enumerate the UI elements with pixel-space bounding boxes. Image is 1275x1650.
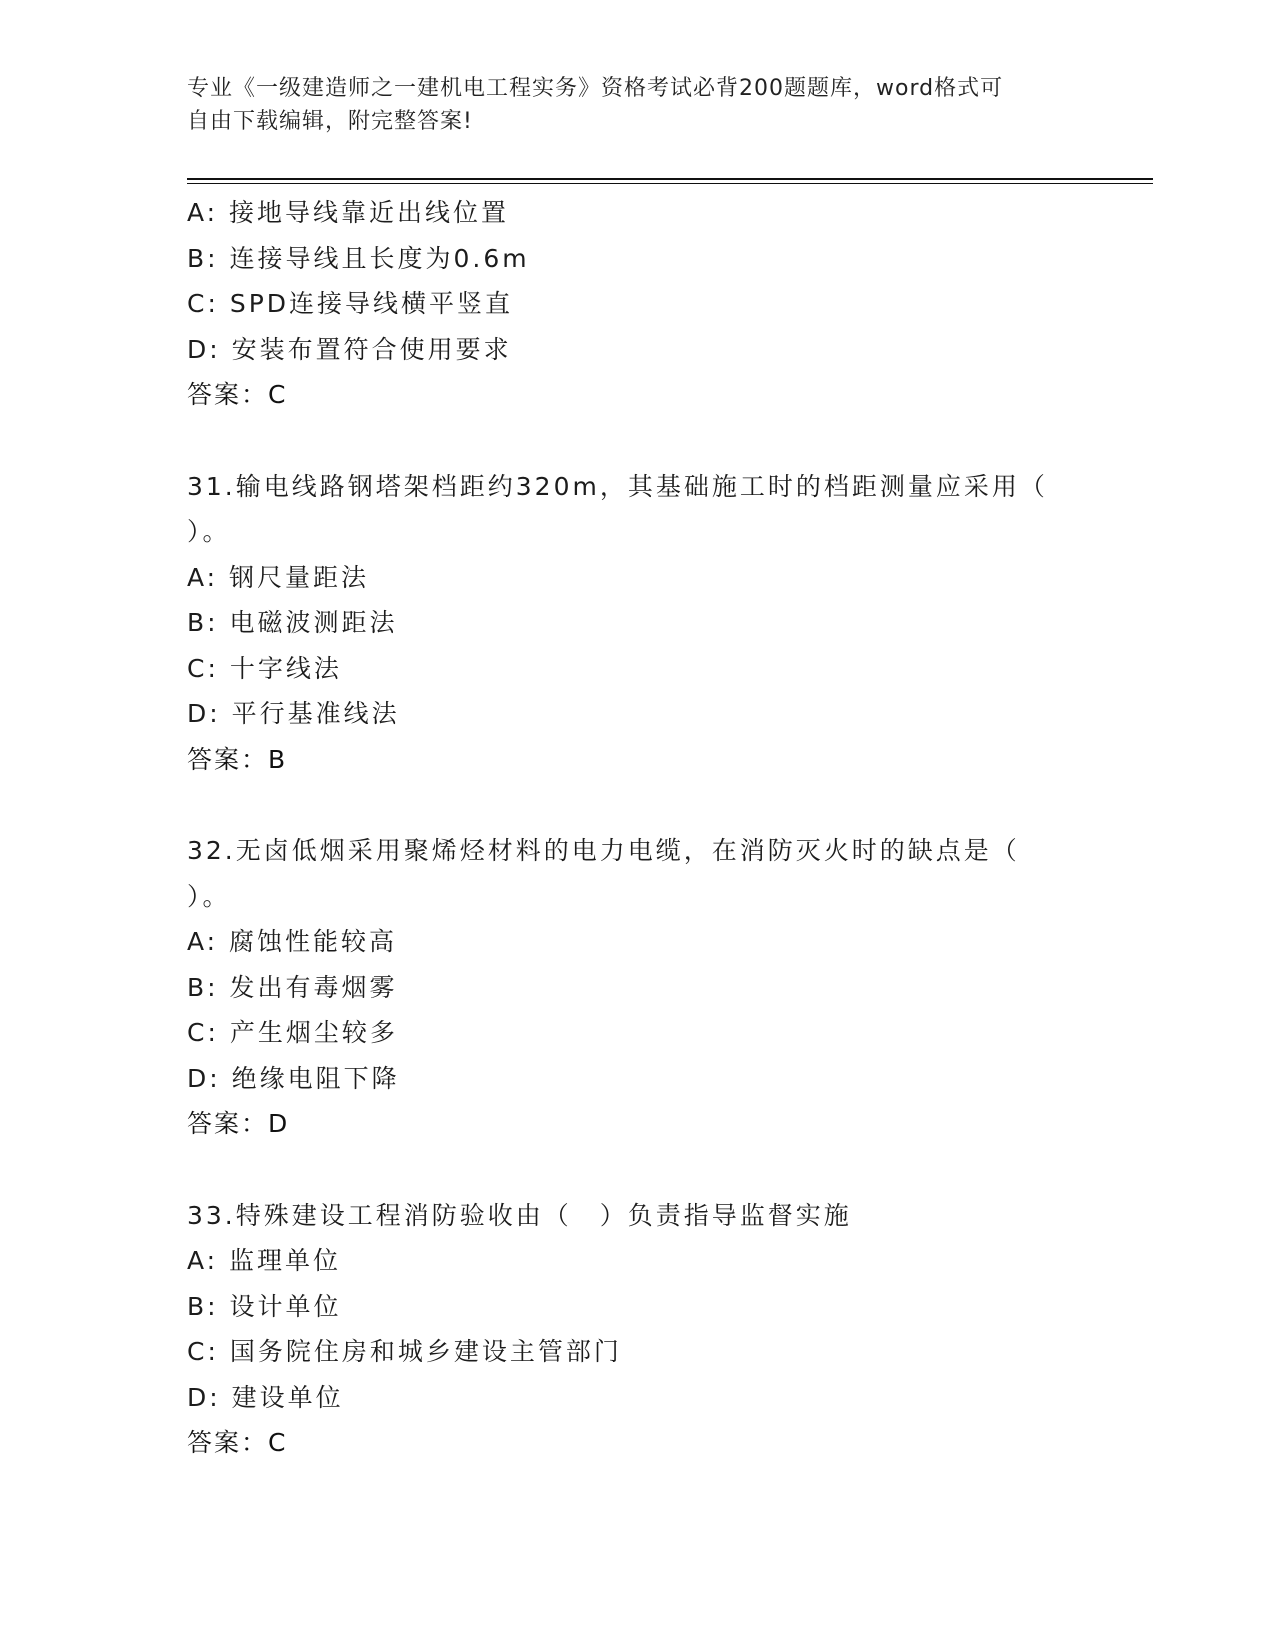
header-title-line-1: 专业《一级建造师之一建机电工程实务》资格考试必背200题题库，word格式可 [187, 76, 1004, 101]
question-31 [187, 464, 1087, 783]
answer-line: 答案：D [187, 1109, 290, 1138]
header-divider-thin [187, 183, 1153, 184]
option-a: A: 腐蚀性能较高 [187, 927, 398, 956]
question-32 [187, 828, 1087, 1147]
document-header [187, 72, 1087, 138]
question-stem-continuation: ）。 [187, 517, 231, 546]
answer-line: 答案：C [187, 380, 288, 409]
answer-line: 答案：C [187, 1428, 288, 1457]
option-c: C: 产生烟尘较多 [187, 1018, 398, 1047]
question-stem: 33.特殊建设工程消防验收由（ ）负责指导监督实施 [187, 1200, 852, 1230]
option-d: D: 建设单位 [187, 1382, 344, 1412]
option-a: A: 钢尺量距法 [187, 562, 370, 592]
option-c: C: 十字线法 [187, 653, 342, 683]
header-divider-thick [187, 178, 1153, 180]
option-b: B: 设计单位 [187, 1291, 342, 1321]
option-c: C: SPD连接导线横平竖直 [187, 289, 514, 318]
option-b: B: 连接导线且长度为0.6m [187, 243, 530, 273]
option-d: D: 平行基准线法 [187, 699, 400, 728]
option-a: A: 接地导线靠近出线位置 [187, 198, 510, 227]
option-b: B: 发出有毒烟雾 [187, 972, 398, 1002]
answer-line: 答案：B [187, 744, 288, 774]
question-33 [187, 1193, 1087, 1466]
option-a: A: 监理单位 [187, 1246, 342, 1275]
question-stem: 32.无卤低烟采用聚烯烃材料的电力电缆，在消防灭火时的缺点是（ [187, 836, 1020, 865]
question-30-continuation [187, 190, 1087, 418]
question-list [187, 190, 1087, 1466]
option-d: D: 绝缘电阻下降 [187, 1063, 400, 1093]
option-d: D: 安装布置符合使用要求 [187, 334, 512, 364]
question-stem-continuation: ）。 [187, 881, 231, 911]
option-c: C: 国务院住房和城乡建设主管部门 [187, 1337, 622, 1366]
header-title-line-2: 自由下载编辑，附完整答案! [187, 109, 473, 134]
option-b: B: 电磁波测距法 [187, 608, 398, 637]
question-stem: 31.输电线路钢塔架档距约320m，其基础施工时的档距测量应采用（ [187, 471, 1048, 501]
